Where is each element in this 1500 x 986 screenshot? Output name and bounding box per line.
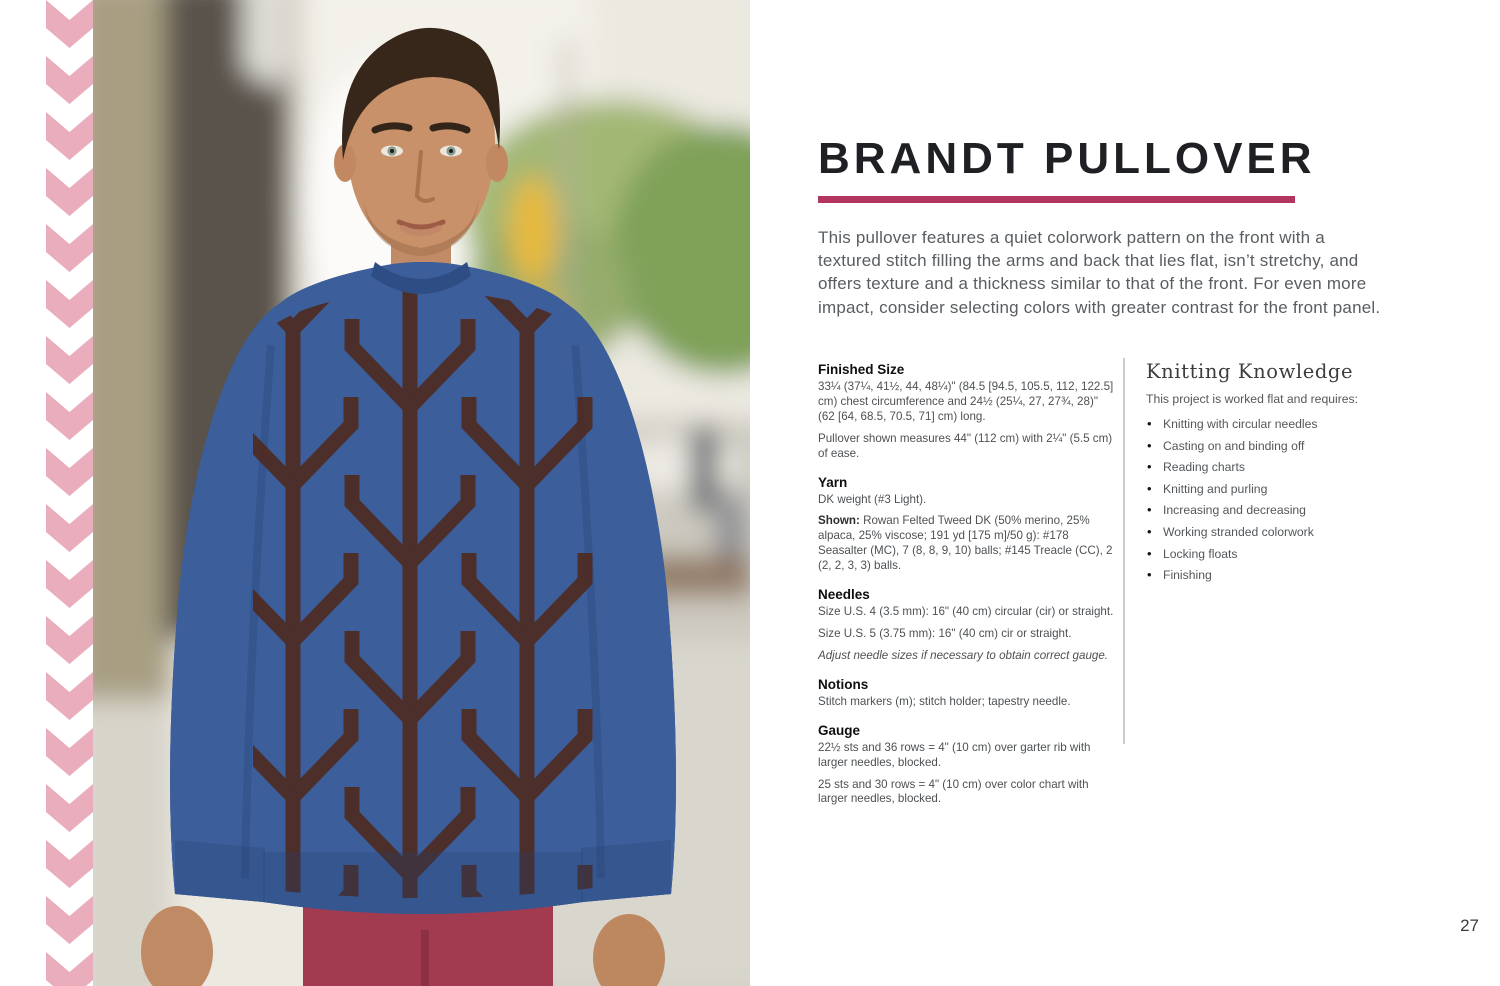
intro-line: impact, consider selecting colors with greater contrast for the front panel. [818,297,1381,317]
finished-size-text: 33¼ (37¼, 41½, 44, 48¼)" (84.5 [94.5, 105.5, 112, 122.5] cm) chest circumference and 24½ (25¼, 27, 27¾, 28)" (62 [64, 68.5, 70.5, 71] cm) long. [818,380,1114,423]
gauge-heading: Gauge [818,722,861,738]
title-underline-bar [818,196,1295,203]
knitting-knowledge-heading: Knitting Knowledge [1146,360,1354,383]
gauge-chart-text: 25 sts and 30 rows = 4" (10 cm) over color chart with larger needles, blocked. [818,777,1089,806]
needles-note: Adjust needle sizes if necessary to obtain correct gauge. [818,648,1109,662]
knowledge-item: • Reading charts [1146,460,1432,482]
spec-columns [818,358,1442,814]
knowledge-item: • Casting on and binding off [1146,439,1432,461]
knowledge-item: • Working stranded colorwork [1146,525,1432,547]
needles-size5-text: Size U.S. 5 (3.75 mm): 16" (40 cm) cir or straight. [818,626,1072,640]
needles-size4-text: Size U.S. 4 (3.5 mm): 16" (40 cm) circular (cir) or straight. [818,605,1114,619]
knowledge-intro: This project is worked flat and requires: [1146,392,1359,406]
shown-label: Shown: [818,514,864,528]
intro-line: This pullover features a quiet colorwork pattern on the front with a [818,228,1325,247]
knowledge-list [1146,417,1432,590]
knowledge-item: • Finishing [1146,568,1432,590]
intro-paragraph [818,226,1458,319]
finished-size-heading: Finished Size [818,362,905,377]
pattern-content [818,0,1442,986]
knowledge-item: • Knitting and purling [1146,482,1432,504]
column-divider [1123,358,1125,744]
finished-size-ease-text: Pullover shown measures 44" (112 cm) with 2¼" (5.5 cm) of ease. [818,431,1113,460]
chevron-border-decoration [46,0,93,986]
page-number: 27 [1460,916,1479,935]
gauge-garter-text: 22½ sts and 36 rows = 4" (10 cm) over garter rib with larger needles, blocked. [818,740,1091,769]
knowledge-column [1146,358,1432,590]
notions-text: Stitch markers (m); stitch holder; tapestry needle. [818,694,1071,708]
knowledge-item: • Knitting with circular needles [1146,417,1432,439]
notions-heading: Notions [818,676,869,692]
intro-line: textured stitch filling the arms and back that lies flat, isn’t stretchy, and [818,251,1359,271]
page-title: BRANDT PULLOVER [818,134,1316,183]
knowledge-item: • Increasing and decreasing [1146,503,1432,525]
intro-line: offers texture and a thickness similar to that of the front. For even more [818,274,1367,294]
knowledge-item: • Locking floats [1146,547,1432,569]
yarn-heading: Yarn [818,474,848,490]
specs-column [818,358,1117,814]
model-photo-illustration [93,0,750,986]
yarn-weight-text: DK weight (#3 Light). [818,492,927,506]
needles-heading: Needles [818,587,870,603]
model-photo [93,0,750,986]
yarn-shown-text: Shown: Rowan Felted Tweed DK (50% merino, 25% alpaca, 25% viscose; 191 yd [175 m]/50 g): #178 Seasalter (MC), 7 (8, 8, 9, 10) balls; #145 Treacle (CC), 2 (2, 2, 3, 3) balls. [818,514,1113,573]
